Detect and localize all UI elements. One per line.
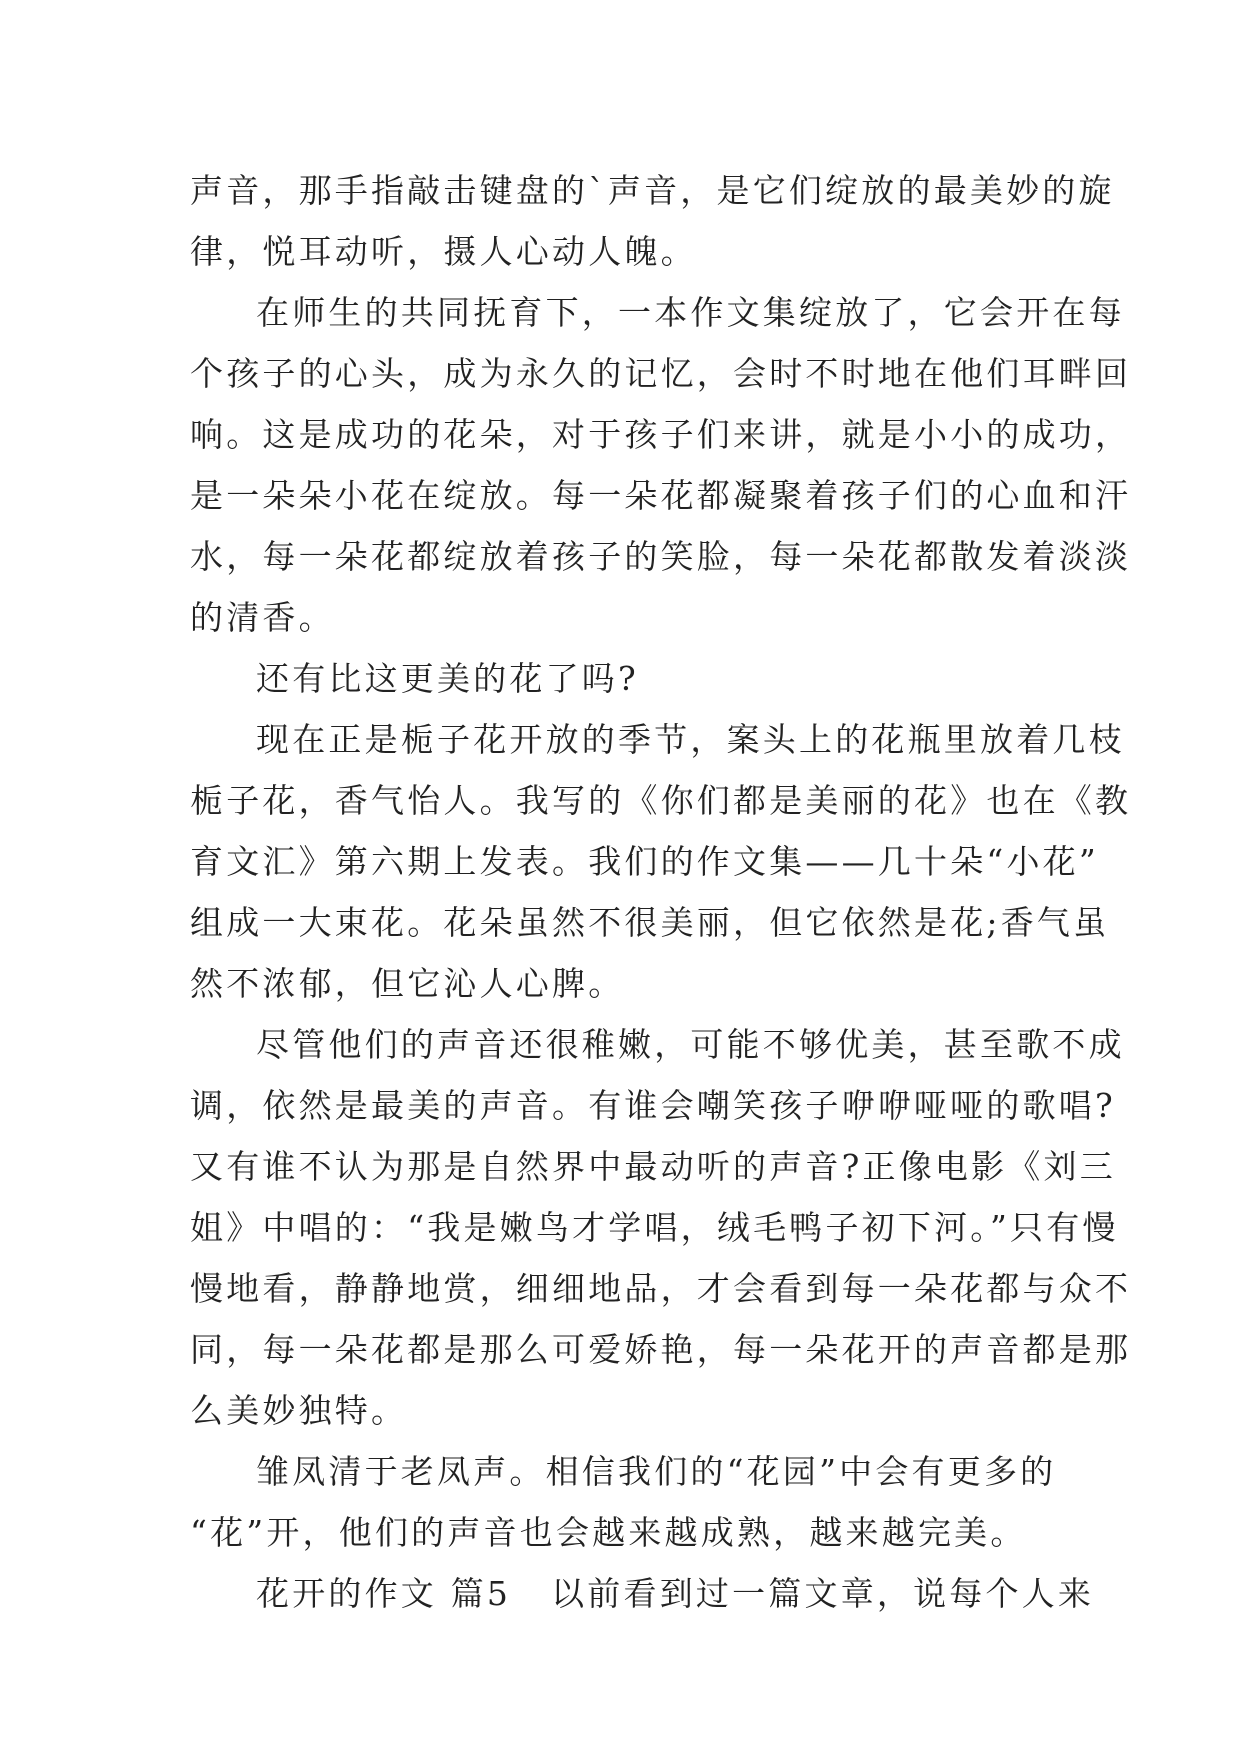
text-line: 水，每一朵花都绽放着孩子的笑脸，每一朵花都散发着淡淡 [190, 537, 1132, 576]
text-line: 雏凤清于老凤声。相信我们的“花园”中会有更多的 [256, 1452, 1057, 1491]
essay-text [190, 160, 1132, 1624]
text-line: 在师生的共同抚育下，一本作文集绽放了，它会开在每 [256, 293, 1125, 332]
text-line: 调，依然是最美的声音。有谁会嘲笑孩子咿咿哑哑的歌唱? [190, 1086, 1116, 1125]
text-line: 慢地看，静静地赏，细细地品，才会看到每一朵花都与众不 [190, 1269, 1132, 1308]
text-line: 的清香。 [190, 598, 335, 637]
text-line: “花”开，他们的声音也会越来越成熟，越来越完美。 [190, 1513, 1027, 1552]
text-line: 是一朵朵小花在绽放。每一朵花都凝聚着孩子们的心血和汗 [190, 476, 1132, 515]
text-line: 现在正是栀子花开放的季节，案头上的花瓶里放着几枝 [256, 720, 1125, 759]
section-heading: 花开的作文 篇5 [256, 1574, 512, 1613]
text-line: 同，每一朵花都是那么可爱娇艳，每一朵花开的声音都是那 [190, 1330, 1132, 1369]
section-first-sentence: 以前看到过一篇文章，说每个人来 [551, 1574, 1095, 1613]
text-line: 律，悦耳动听，摄人心动人魄。 [190, 232, 697, 271]
text-line: 响。这是成功的花朵，对于孩子们来讲，就是小小的成功， [190, 415, 1132, 454]
section-heading-line [190, 1563, 1095, 1624]
text-line: 育文汇》第六期上发表。我们的作文集——几十朵“小花” [190, 842, 1099, 881]
text-line: 组成一大束花。花朵虽然不很美丽，但它依然是花;香气虽 [190, 903, 1110, 942]
text-line: 声音，那手指敲击键盘的`声音，是它们绽放的最美妙的旋 [190, 171, 1115, 210]
text-line: 栀子花，香气怡人。我写的《你们都是美丽的花》也在《教 [190, 781, 1132, 820]
text-line: 么美妙独特。 [190, 1391, 408, 1430]
text-line: 然不浓郁，但它沁人心脾。 [190, 964, 625, 1003]
text-line: 个孩子的心头，成为永久的记忆，会时不时地在他们耳畔回 [190, 354, 1132, 393]
text-line: 姐》中唱的：“我是嫩鸟才学唱，绒毛鸭子初下河。”只有慢 [190, 1208, 1119, 1247]
text-line: 还有比这更美的花了吗? [256, 659, 639, 698]
text-line: 又有谁不认为那是自然界中最动听的声音?正像电影《刘三 [190, 1147, 1116, 1186]
text-line: 尽管他们的声音还很稚嫩，可能不够优美，甚至歌不成 [256, 1025, 1125, 1064]
